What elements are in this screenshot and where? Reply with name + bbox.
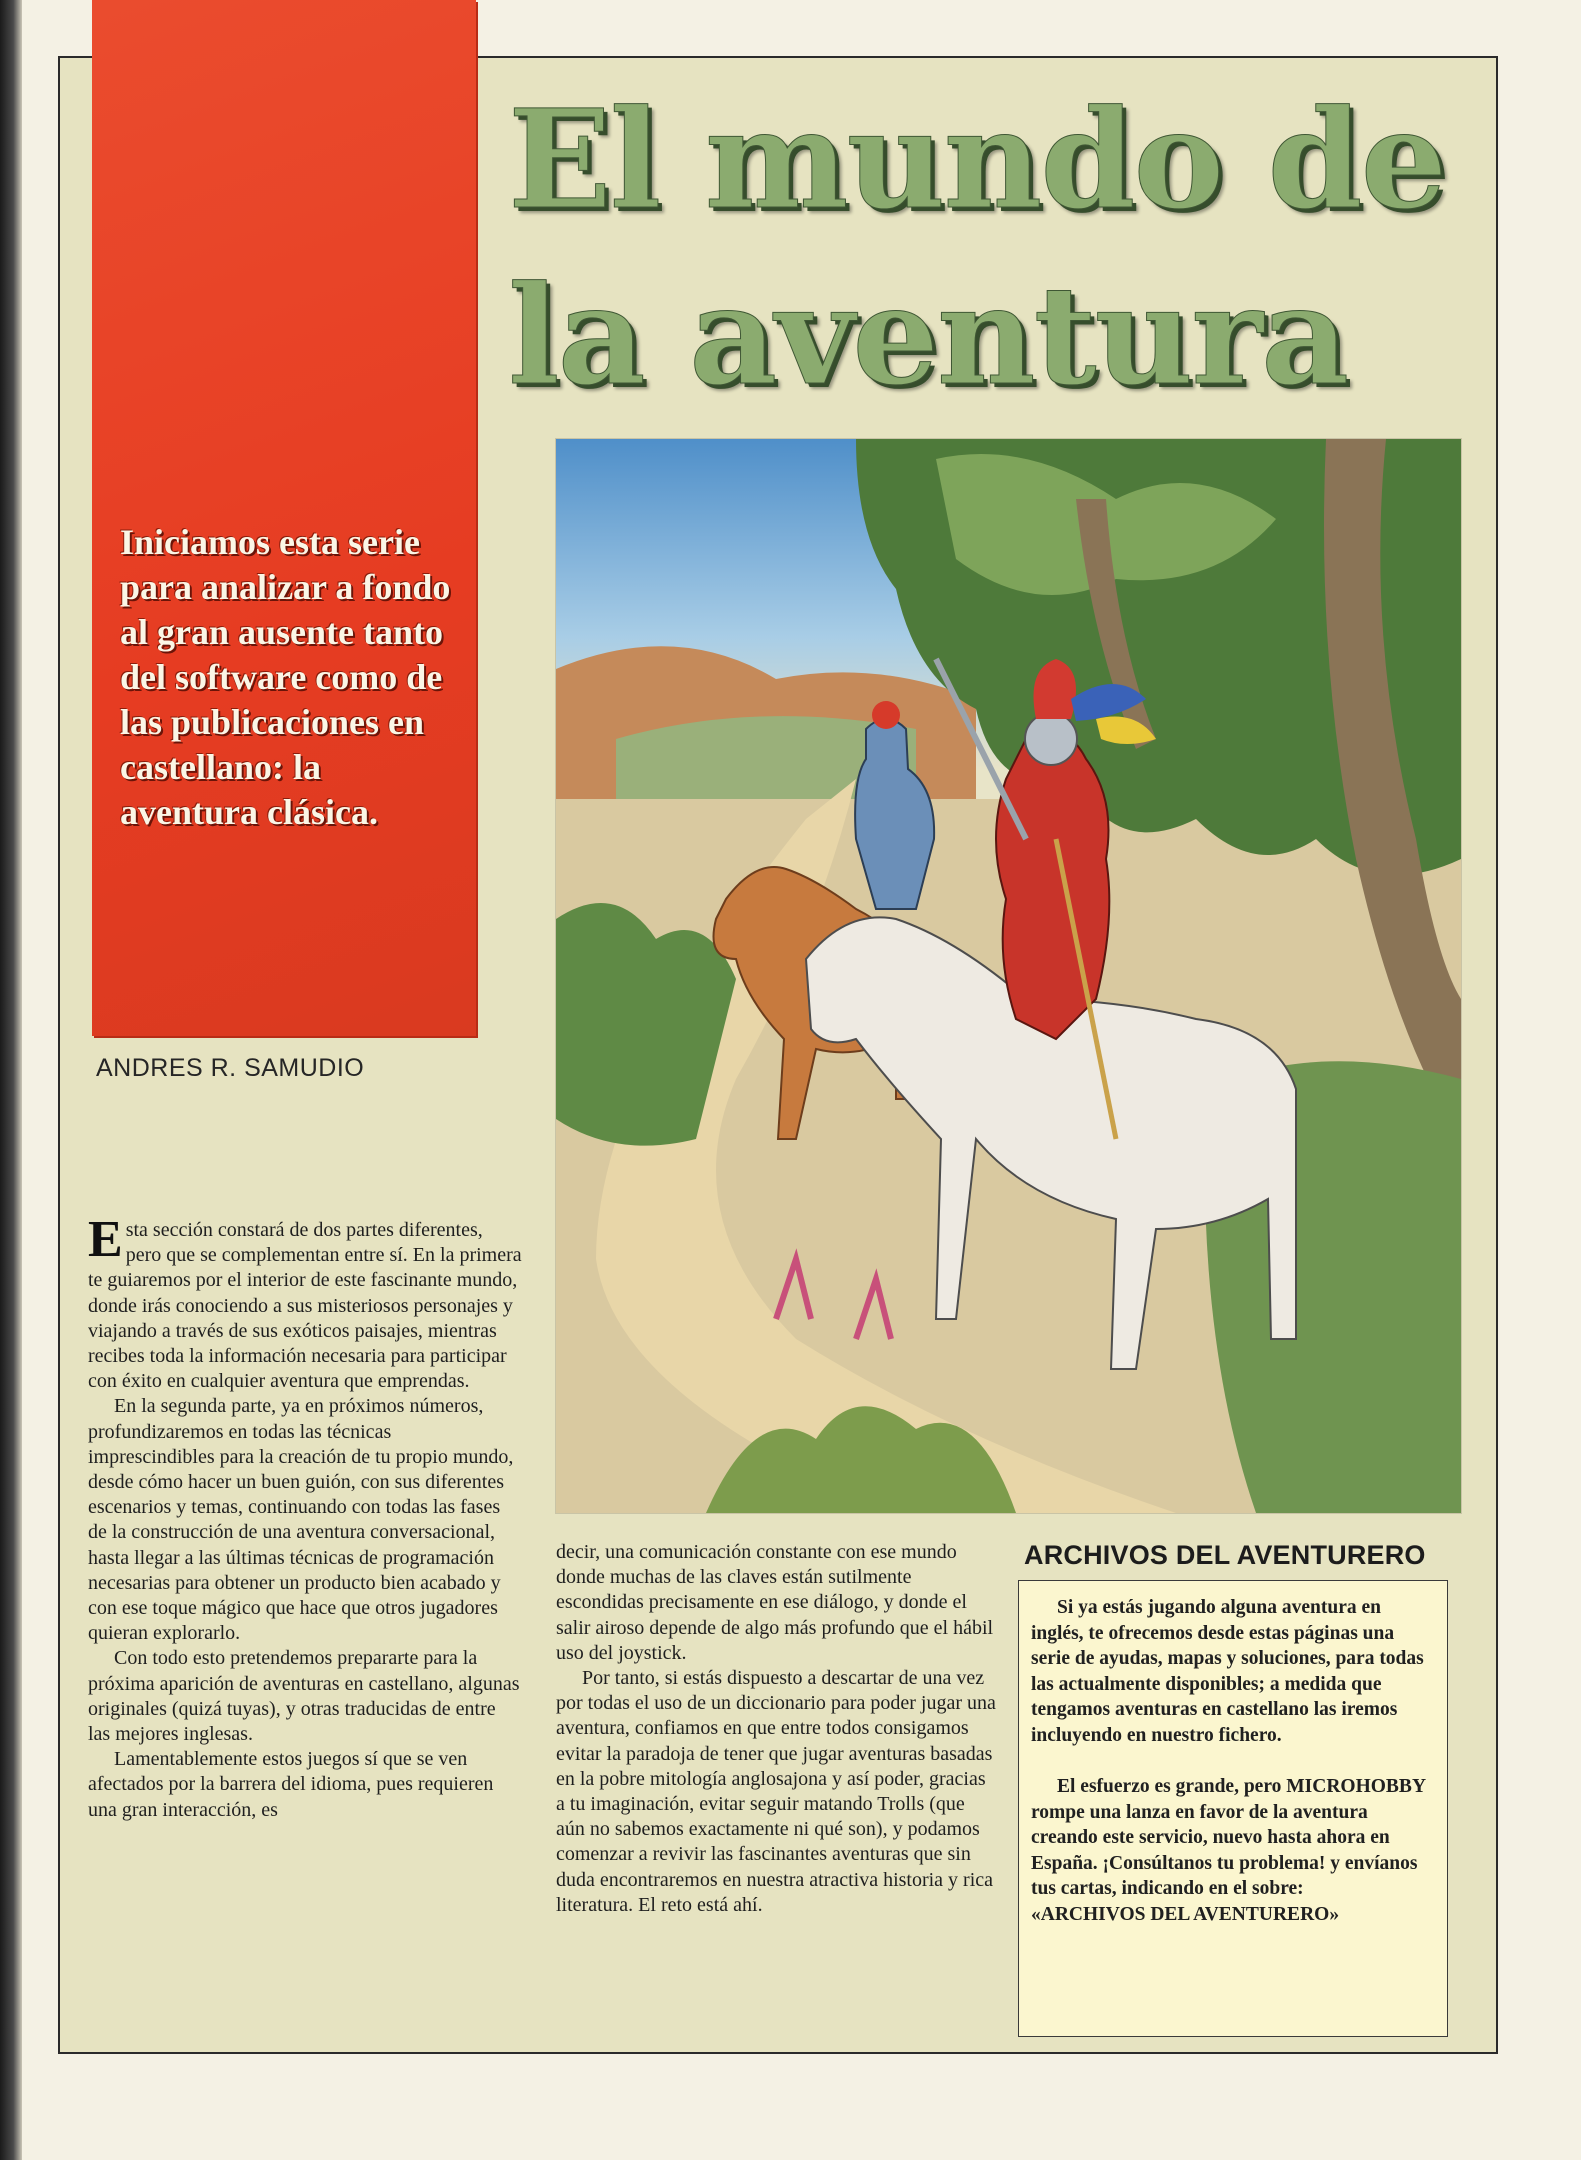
archivos-paragraph-1: Si ya estás jugando alguna aventura en inglés, te ofrecemos desde estas páginas una serie de ayudas, mapas y soluciones, para todas las actualmente disponibles; a medida que tengamos aventuras en castellano las iremos incluyendo en nuestro fichero.	[1031, 1597, 1424, 1746]
page-spine-shadow	[0, 0, 22, 2160]
drop-cap: E	[88, 1211, 123, 1268]
body-paragraph-4: Lamentablemente estos juegos sí que se ven afectados por la barrera del idioma, pues requieren una gran interacción, es	[88, 1748, 494, 1821]
intro-panel	[92, 0, 476, 1036]
body-paragraph-6: Por tanto, si estás dispuesto a descartar de una vez por todas el uso de un diccionario para poder jugar una aventura, confiamos en que entre todos consigamos evitar la paradoja de tener que jugar aventuras basadas en la pobre mitología anglosajona y así poder, gracias a tu imaginación, evitar seguir matando Trolls (que aún no sabemos exactamente ni qué son), y podamos comenzar a revivir las fascinantes aventuras que sin duda encontraremos en nuestra atractiva historia y rica literatura. El reto está ahí.	[556, 1667, 996, 1916]
body-paragraph-2: En la segunda parte, ya en próximos números, profundizaremos en todas las técnicas imprescindibles para la creación de tu propio mundo, desde cómo hacer un buen guión, con sus diferentes escenarios y temas, continuando con todas las fases de la construcción de una aventura conversacional, hasta llegar a las últimas técnicas de programación necesarias para obtener un producto bien acabado y con ese toque mágico que hace que otros jugadores quieran explorarlo.	[88, 1395, 514, 1645]
front-knight-helmet	[1025, 713, 1077, 765]
body-column-1	[88, 1211, 522, 1823]
author-byline: ANDRES R. SAMUDIO	[96, 1054, 365, 1082]
archivos-box	[1018, 1580, 1448, 2037]
archivos-heading: ARCHIVOS DEL AVENTURERO	[1024, 1540, 1426, 1570]
article-title: El mundo de la aventura	[508, 80, 1446, 416]
knights-illustration	[555, 438, 1462, 1514]
body-column-2	[556, 1540, 996, 1918]
front-knight	[996, 732, 1109, 1039]
body-paragraph-5: decir, una comunicación constante con ese mundo donde muchas de las claves están sutilmente escondidas precisamente en ese diálogo, y donde el salir airoso depende de algo más profundo que el hábil uso del joystick.	[556, 1541, 994, 1664]
archivos-paragraph-2: El esfuerzo es grande, pero MICROHOBBY rompe una lanza en favor de la aventura creando este servicio, nuevo hasta ahora en España. ¡Consúltanos tu problema! y envíanos tus cartas, indicando en el sobre:	[1031, 1776, 1426, 1899]
rear-knight-plume	[872, 701, 900, 729]
intro-text: Iniciamos esta serie para analizar a fondo al gran ausente tanto del software como de las publicaciones en castellano: la aventura clásica.	[120, 522, 451, 832]
archivos-mailing-label: «ARCHIVOS DEL AVENTURERO»	[1031, 1903, 1340, 1925]
body-paragraph-3: Con todo esto pretendemos prepararte para la próxima aparición de aventuras en castellano, algunas originales (quizá tuyas), y otras traducidas de entre las mejores inglesas.	[88, 1647, 520, 1746]
body-paragraph-1: sta sección constará de dos partes diferentes, pero que se complementan entre sí. En la primera te guiaremos por el interior de este fascinante mundo, donde irás conociendo a sus misteriosos personajes y viajando a través de sus exóticos paisajes, mientras recibes toda la información necesaria para participar con éxito en cualquier aventura que emprendas.	[88, 1219, 522, 1393]
